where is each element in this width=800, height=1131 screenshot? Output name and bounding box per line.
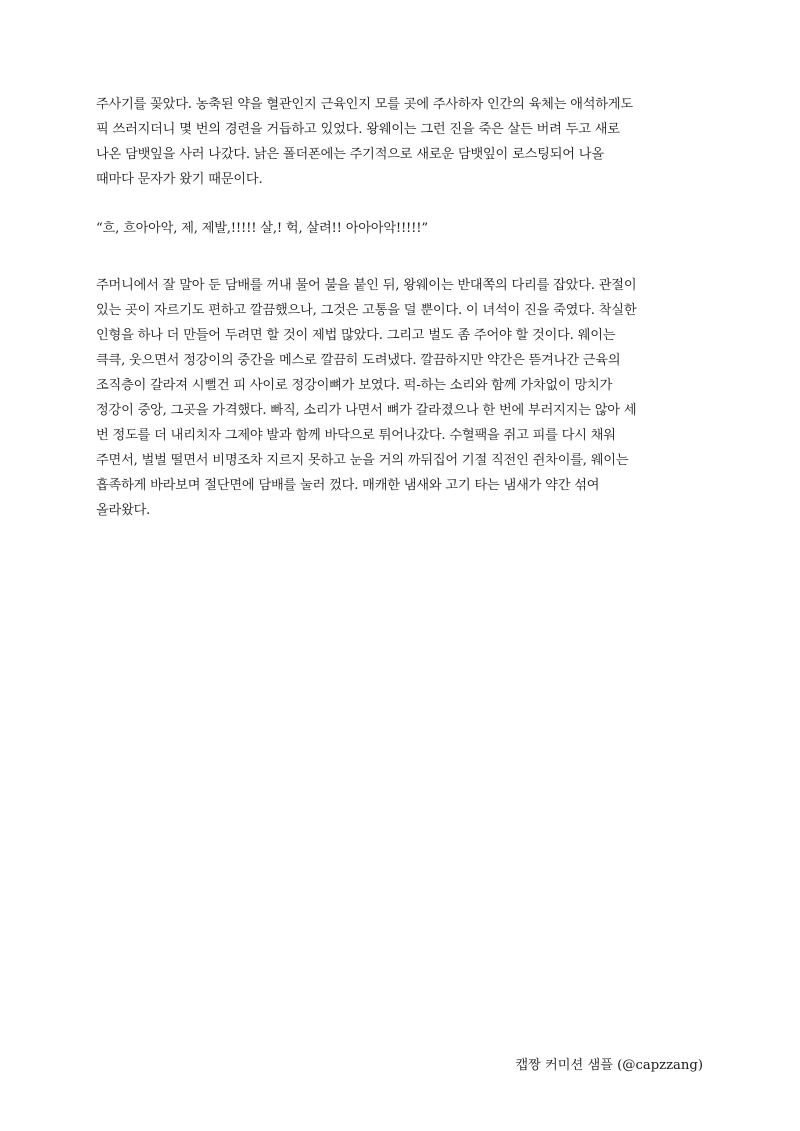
paragraph-spacer [96,241,716,273]
dialogue-line: “흐, 흐아아악, 제, 제발,!!!!! 살,! 헉, 살려!! 아아아악!!!!!” [96,221,428,236]
text-line: 주면서, 벌벌 떨면서 비명조차 지르지 못하고 눈을 거의 까뒤집어 기절 직전인 쥔차이를, 웨이는 [96,453,629,468]
text-line: 흡족하게 바라보며 절단면에 담배를 눌러 껐다. 매캐한 냄새와 고기 타는 냄새가 약간 섞여 [96,478,600,493]
footer-credit: 캡짱 커미션 샘플 (@capzzang) [515,1058,703,1073]
text-line: 정강이 중앙, 그곳을 가격했다. 빠직, 소리가 나면서 뼈가 갈라졌으나 한 번에 부러지지는 않아 세 [96,403,637,418]
text-line: 주머니에서 잘 말아 둔 담배를 꺼내 물어 불을 붙인 뒤, 왕웨이는 반대쪽의 다리를 잡았다. 관절이 [96,278,637,293]
text-line: 큭큭, 웃으면서 정강이의 중간을 메스로 깔끔히 도려냈다. 깔끔하지만 약간은 뜯겨나간 근육의 [96,353,621,368]
text-line: 픽 쓰러지더니 몇 번의 경련을 거듭하고 있었다. 왕웨이는 그런 진을 죽은 살든 버려 두고 새로 [96,122,620,137]
paragraph-2-dialogue [96,216,716,241]
text-line: 조직층이 갈라져 시뻘건 피 사이로 정강이뼈가 보였다. 퍽-하는 소리와 함께 가차없이 망치가 [96,378,613,393]
text-line: 때마다 문자가 왔기 때문이다. [96,172,263,187]
text-line: 인형을 하나 더 만들어 두려면 할 것이 제법 많았다. 그리고 벌도 좀 주어야 할 것이다. 웨이는 [96,328,616,343]
paragraph-1 [96,92,716,192]
body-text [96,92,716,523]
text-line: 올라왔다. [96,503,151,518]
paragraph-spacer [96,192,716,216]
text-line: 주사기를 꽂았다. 농축된 약을 혈관인지 근육인지 모를 곳에 주사하자 인간의 육체는 애석하게도 [96,97,633,112]
text-line: 있는 곳이 자르기도 편하고 깔끔했으나, 그것은 고통을 덜 뿐이다. 이 녀석이 진을 죽였다. 착실한 [96,303,637,318]
text-line: 나온 담뱃잎을 사러 나갔다. 낡은 폴더폰에는 주기적으로 새로운 담뱃잎이 로스팅되어 나올 [96,147,604,162]
text-line: 번 정도를 더 내리치자 그제야 발과 함께 바닥으로 튀어나갔다. 수혈팩을 쥐고 피를 다시 채워 [96,428,616,443]
paragraph-3 [96,273,716,523]
